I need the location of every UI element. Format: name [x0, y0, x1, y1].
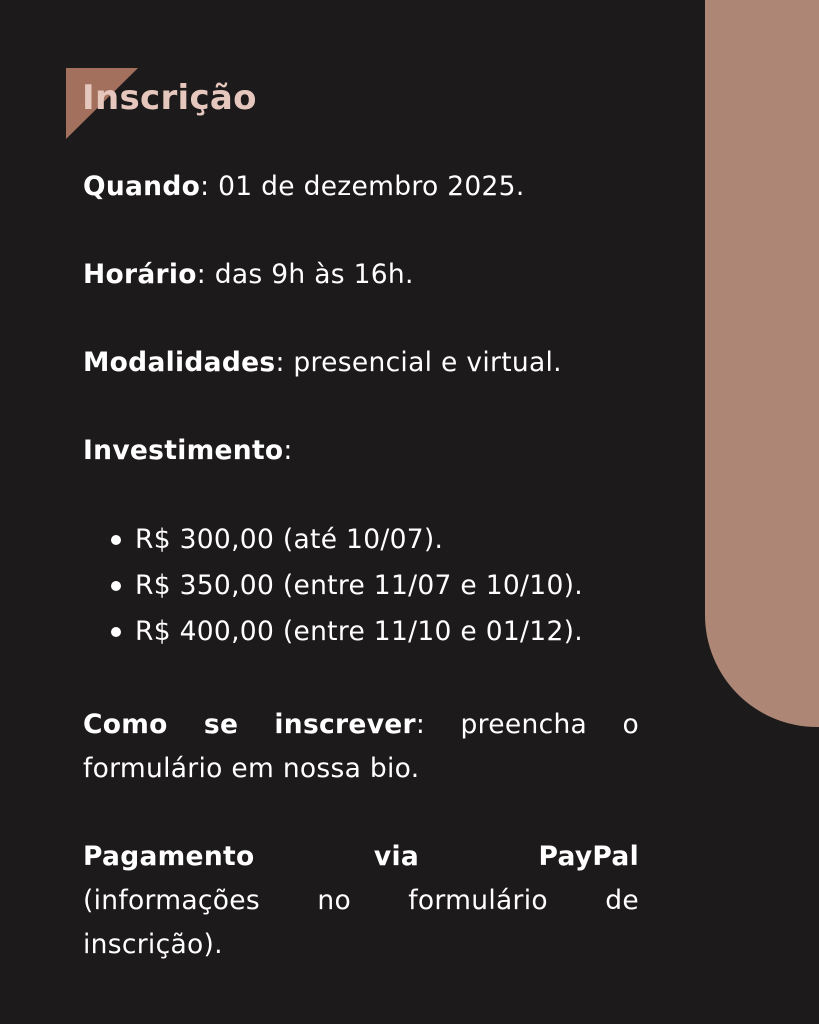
event-info	[83, 165, 639, 967]
payment-label: Pagamento via PayPal	[83, 841, 639, 872]
decorative-side-panel	[705, 0, 819, 727]
price-text: R$ 350,00 (entre 11/07 e 10/10).	[135, 570, 583, 601]
title-block	[66, 68, 306, 140]
investment-line	[83, 429, 639, 473]
payment-line-2: (informações no formulário de inscrição).	[83, 885, 639, 960]
price-text: R$ 400,00 (entre 11/10 e 01/12).	[135, 616, 583, 647]
modes-label: Modalidades	[83, 347, 276, 378]
page-title: Inscrição	[82, 78, 257, 118]
price-item	[111, 609, 639, 655]
bullet-icon	[111, 581, 121, 591]
when-label: Quando	[83, 171, 201, 202]
modes-line	[83, 341, 639, 385]
when-value: : 01 de dezembro 2025.	[200, 171, 525, 202]
bullet-icon	[111, 535, 121, 545]
when-line	[83, 165, 639, 209]
payment-line-1	[83, 835, 639, 879]
time-value: : das 9h às 16h.	[196, 259, 414, 290]
signup-value: : preencha o formulário em nossa bio.	[83, 709, 640, 784]
time-label: Horário	[83, 259, 197, 290]
bullet-icon	[111, 627, 121, 637]
price-list	[83, 517, 639, 655]
signup-label: Como se inscrever	[83, 709, 416, 740]
investment-value: :	[283, 435, 293, 466]
modes-value: : presencial e virtual.	[275, 347, 562, 378]
price-item	[111, 517, 639, 563]
time-line	[83, 253, 639, 297]
investment-label: Investimento	[83, 435, 284, 466]
price-item	[111, 563, 639, 609]
signup-paragraph	[83, 703, 639, 791]
price-text: R$ 300,00 (até 10/07).	[135, 524, 444, 555]
